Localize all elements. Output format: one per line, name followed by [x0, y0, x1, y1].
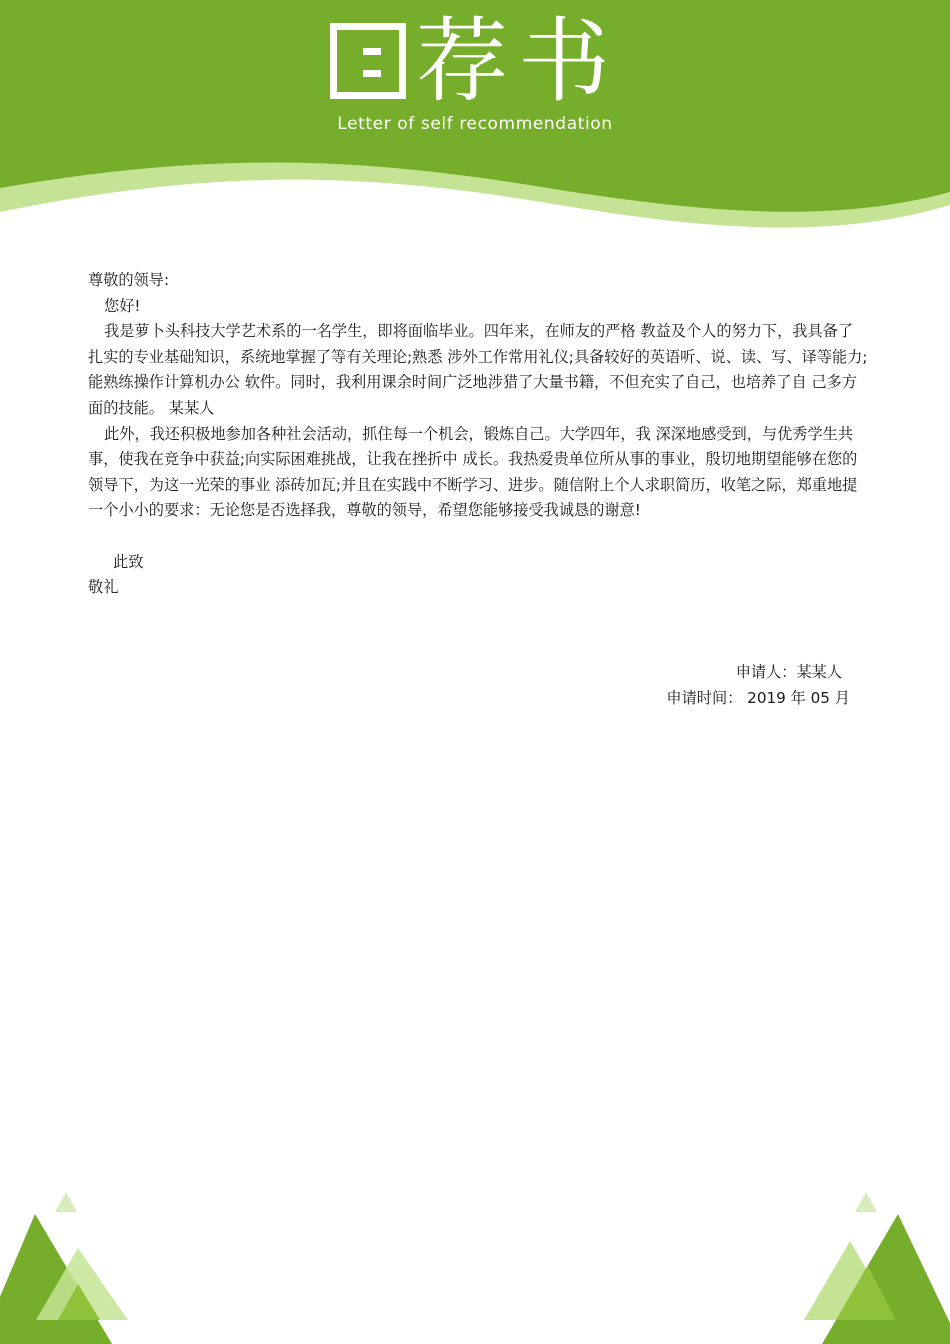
title-first-glyph-icon [330, 23, 406, 99]
paragraph-1: 我是萝卜头科技大学艺术系的一名学生，即将面临毕业。四年来，在师友的严格 教益及个人的努力下，我具备了扎实的专业基础知识，系统地掌握了等有关理论;熟悉 涉外工作常用礼仪;具备较好的英语听、说、读、写、译等能力;能熟练操作计算机办公 软件。同时，我利用课余时间广泛地涉猎了大量书籍，不但充实了自己，也培养了自 己多方面的技能。 某某人 [88, 322, 868, 417]
letter-body [88, 268, 868, 601]
applicant: 申请人：某某人 [735, 663, 842, 681]
greeting: 您好! [104, 296, 141, 315]
application-date: 申请时间： 2019 年 05 月 [666, 688, 850, 707]
signature-block [560, 660, 850, 711]
right-tiny-triangle [855, 1192, 877, 1212]
spacer [88, 524, 868, 550]
closing-line-2: 敬礼 [88, 578, 119, 597]
paragraph-2: 此外，我还积极地参加各种社会活动，抓住每一个机会，锻炼自己。大学四年，我 深深地感受到，与优秀学生共事，使我在竞争中获益;向实际困难挑战，让我在挫折中 成长。我热爱贵单位所从事的事业，殷切地期望能够在您的领导下，为这一光荣的事业 添砖加瓦;并且在实践中不断学习、进步。随信附上个人求职简历，收笔之际，郑重地提 一个小小的要求：无论您是否选择我，尊敬的领导，希望您能够接受我诚恳的谢意! [88, 424, 858, 520]
closing-line-1: 此致 [113, 552, 144, 571]
title-text: 荐书 [415, 8, 620, 115]
left-tiny-triangle [55, 1192, 77, 1212]
footer-decoration [0, 1180, 950, 1344]
salutation: 尊敬的领导: [88, 271, 170, 289]
page-subtitle: Letter of self recommendation [337, 114, 613, 134]
page-title [0, 8, 950, 115]
